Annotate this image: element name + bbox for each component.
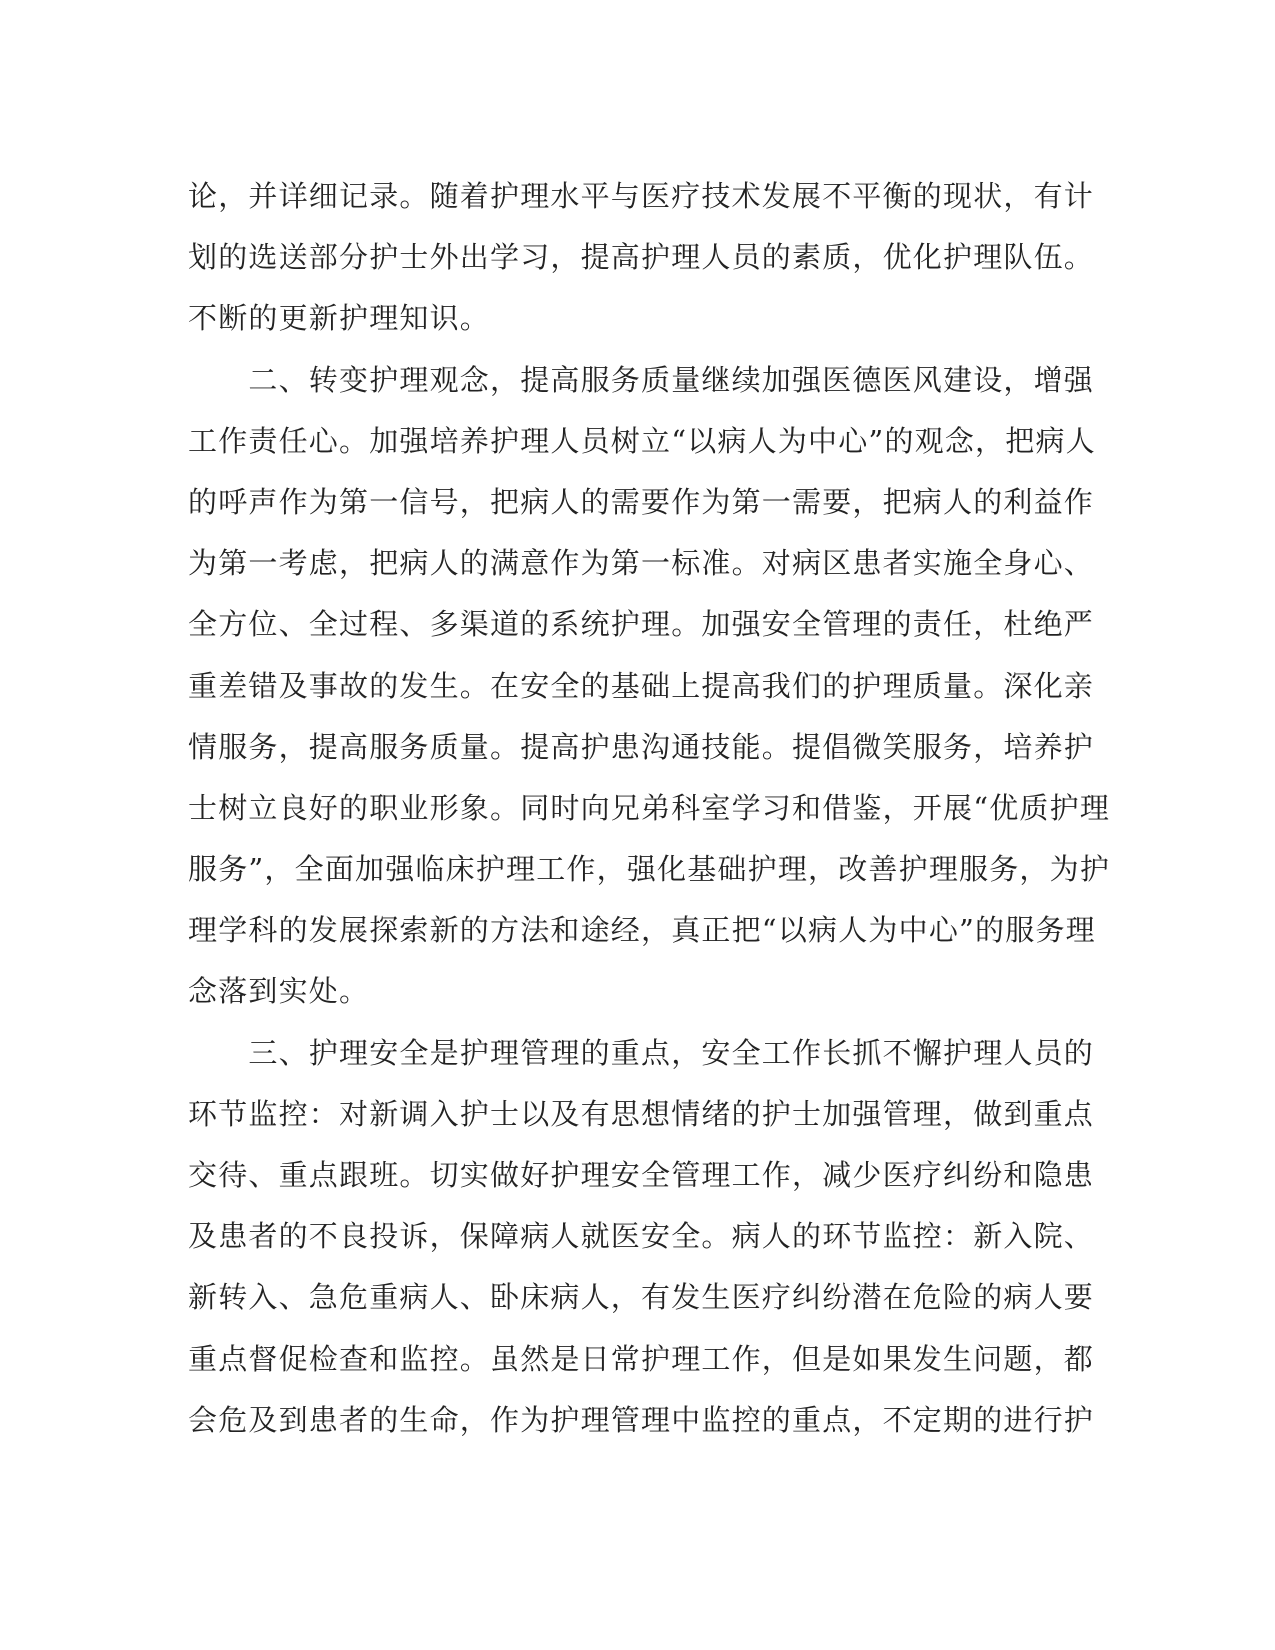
text-line: 为第一考虑，把病人的满意作为第一标准。对病区患者实施全身心、 — [188, 546, 1095, 581]
text-line: 念落到实处。 — [188, 974, 370, 1009]
text-line: 三、护理安全是护理管理的重点，安全工作长抓不懈护理人员的 — [188, 1035, 1095, 1070]
text-line: 论，并详细记录。随着护理水平与医疗技术发展不平衡的现状，有计 — [188, 179, 1095, 213]
text-line: 会危及到患者的生命，作为护理管理中监控的重点，不定期的进行护 — [188, 1402, 1095, 1437]
text-line: 工作责任心。加强培养护理人员树立“以病人为中心”的观念，把病人 — [188, 423, 1096, 458]
text-line: 情服务，提高服务质量。提高护患沟通技能。提倡微笑服务，培养护 — [188, 729, 1095, 764]
text-line: 交待、重点跟班。切实做好护理安全管理工作，减少医疗纠纷和隐患 — [188, 1158, 1095, 1192]
text-line: 划的选送部分护士外出学习，提高护理人员的素质，优化护理队伍。 — [188, 240, 1095, 275]
text-line: 新转入、急危重病人、卧床病人，有发生医疗纠纷潜在危险的病人要 — [188, 1280, 1095, 1315]
text-line: 不断的更新护理知识。 — [188, 301, 491, 336]
text-line: 二、转变护理观念，提高服务质量继续加强医德医风建设，增强 — [188, 362, 1095, 397]
text-line: 环节监控：对新调入护士以及有思想情绪的护士加强管理，做到重点 — [188, 1096, 1095, 1131]
text-line: 理学科的发展探索新的方法和途经，真正把“以病人为中心”的服务理 — [188, 913, 1096, 948]
text-line: 全方位、全过程、多渠道的系统护理。加强安全管理的责任，杜绝严 — [188, 607, 1095, 642]
paragraph-2 — [188, 350, 1111, 1023]
text-line: 士树立良好的职业形象。同时向兄弟科室学习和借鉴，开展“优质护理 — [188, 790, 1111, 825]
text-line: 及患者的不良投诉，保障病人就医安全。病人的环节监控：新入院、 — [188, 1219, 1095, 1254]
text-line: 服务”，全面加强临床护理工作，强化基础护理，改善护理服务，为护 — [188, 852, 1111, 887]
body-text — [188, 166, 1111, 1451]
paragraph-1 — [188, 166, 1095, 350]
paragraph-3 — [188, 1023, 1095, 1451]
text-line: 重点督促检查和监控。虽然是日常护理工作，但是如果发生问题，都 — [188, 1341, 1095, 1376]
text-line: 重差错及事故的发生。在安全的基础上提高我们的护理质量。深化亲 — [188, 668, 1095, 703]
text-line: 的呼声作为第一信号，把病人的需要作为第一需要，把病人的利益作 — [188, 484, 1095, 519]
